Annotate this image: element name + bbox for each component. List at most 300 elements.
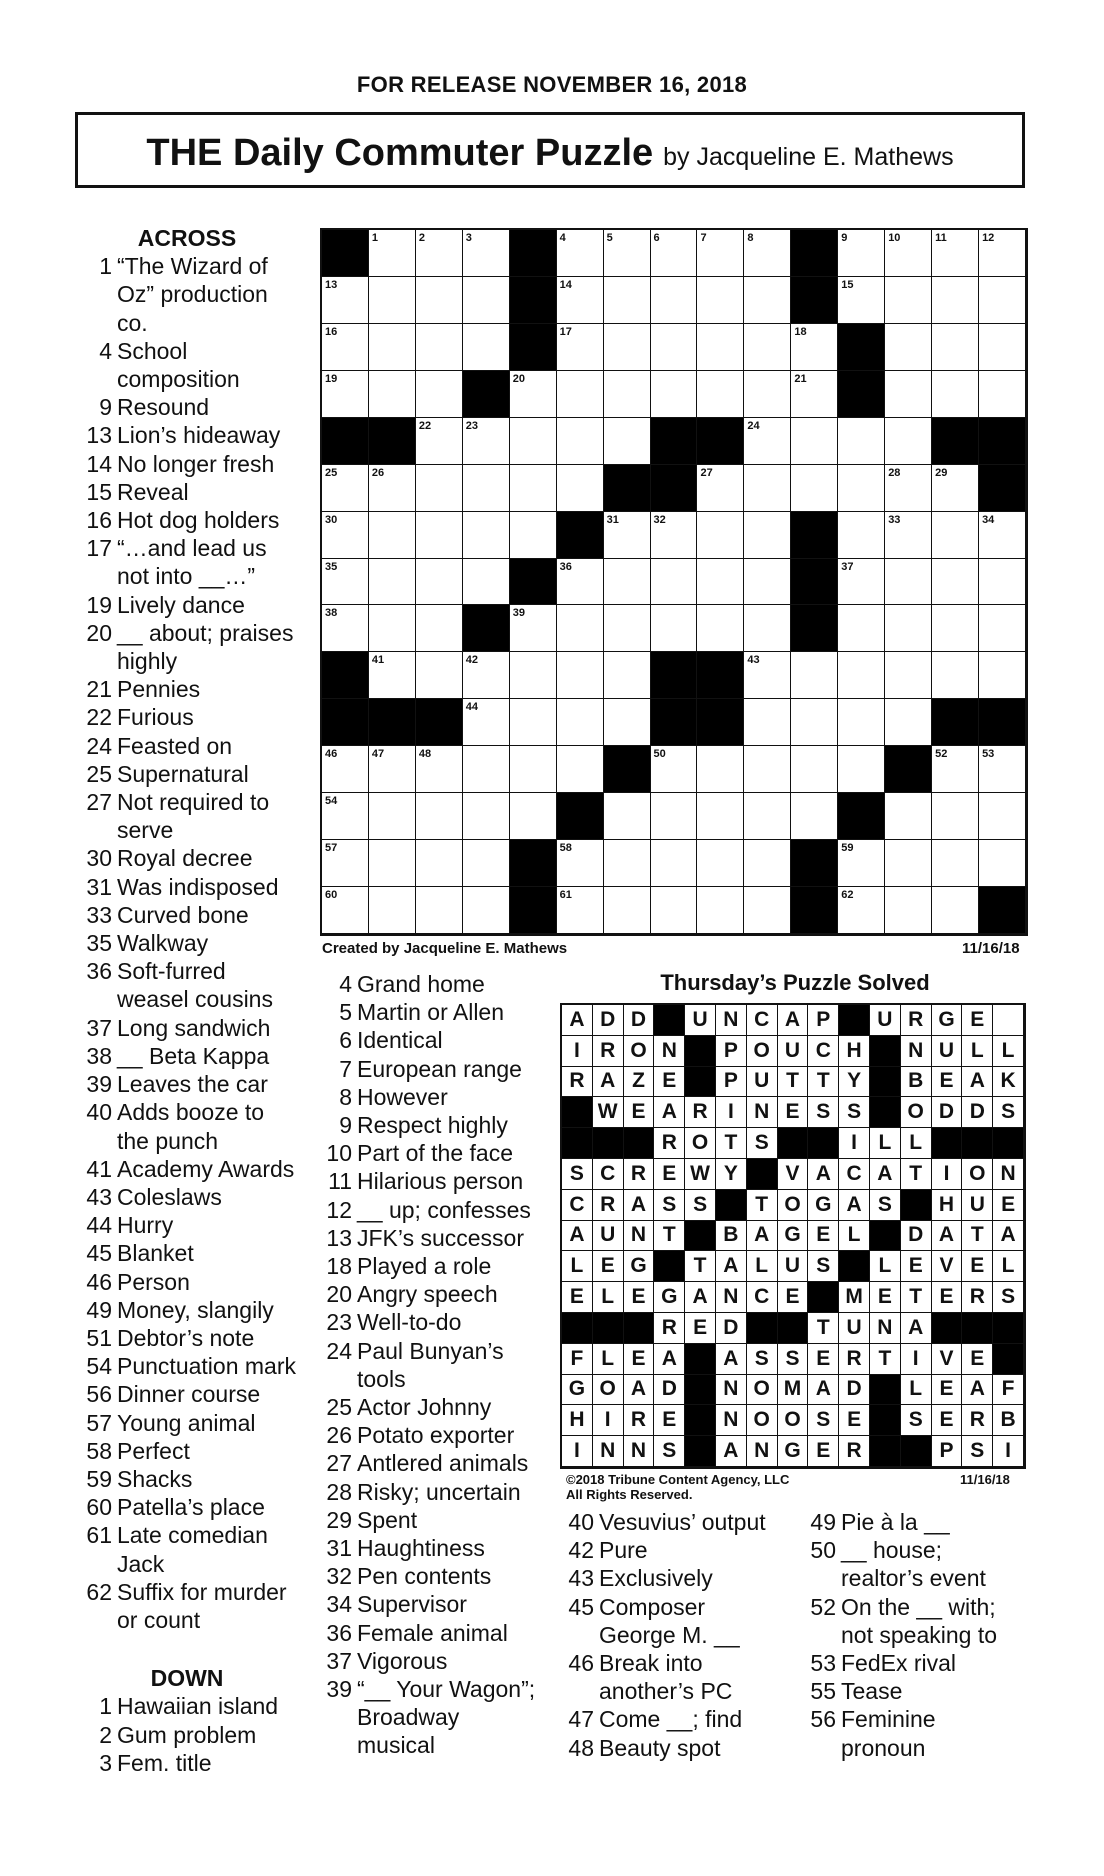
grid-cell[interactable]: [697, 324, 744, 371]
clue-line: composition: [117, 366, 240, 393]
clue-line: Identical: [357, 1027, 443, 1054]
grid-cell[interactable]: [744, 652, 791, 699]
grid-cell[interactable]: [791, 324, 838, 371]
grid-cell[interactable]: [744, 887, 791, 934]
grid-cell[interactable]: [838, 605, 885, 652]
solution-cell: V: [932, 1344, 963, 1375]
grid-cell[interactable]: [604, 371, 651, 418]
grid-cell[interactable]: [932, 793, 979, 840]
grid-cell[interactable]: [932, 746, 979, 793]
solution-cell: U: [932, 1036, 963, 1067]
clue-number: 30: [86, 845, 112, 872]
clue-line: Academy Awards: [117, 1155, 295, 1182]
cell-number: 27: [700, 466, 713, 479]
grid-cell[interactable]: [651, 230, 698, 277]
grid-cell[interactable]: [697, 793, 744, 840]
clue-number: 37: [326, 1647, 352, 1674]
grid-cell[interactable]: [604, 418, 651, 465]
grid-cell[interactable]: [557, 418, 604, 465]
grid-cell[interactable]: [885, 277, 932, 324]
grid-cell[interactable]: [744, 324, 791, 371]
grid-cell[interactable]: [369, 746, 416, 793]
clue-text: [117, 957, 302, 1013]
clue: [800, 1508, 1030, 1536]
grid-cell[interactable]: [744, 230, 791, 277]
grid-cell[interactable]: [322, 371, 369, 418]
clue: [72, 760, 302, 788]
black-square: [463, 605, 510, 652]
grid-cell[interactable]: [744, 699, 791, 746]
solution-cell: A: [808, 1375, 839, 1406]
grid-cell[interactable]: [416, 840, 463, 887]
clue: [72, 252, 302, 337]
black-square: [624, 1128, 655, 1159]
clue-text: [841, 1649, 1030, 1677]
grid-cell[interactable]: [979, 652, 1026, 699]
grid-cell[interactable]: [651, 605, 698, 652]
grid-cell[interactable]: [463, 652, 510, 699]
grid-cell[interactable]: [791, 465, 838, 512]
solution-cell: A: [870, 1159, 901, 1190]
grid-cell[interactable]: [510, 371, 557, 418]
solution-cell: W: [593, 1097, 624, 1128]
grid-cell[interactable]: [463, 887, 510, 934]
grid-cell[interactable]: [416, 512, 463, 559]
solution-cell: A: [932, 1221, 963, 1252]
clue-number: 57: [86, 1409, 112, 1436]
grid-cell[interactable]: [463, 512, 510, 559]
clue: [316, 1337, 546, 1393]
grid-cell[interactable]: [510, 512, 557, 559]
grid-cell[interactable]: [557, 652, 604, 699]
clue-line: Young animal: [117, 1409, 256, 1436]
clue: [316, 1534, 546, 1562]
clue-line: Lively dance: [117, 591, 245, 618]
grid-cell[interactable]: [463, 559, 510, 606]
grid-cell[interactable]: [744, 465, 791, 512]
grid-cell[interactable]: [932, 559, 979, 606]
grid-cell[interactable]: [838, 230, 885, 277]
solution-cell: B: [901, 1067, 932, 1098]
grid-cell[interactable]: [744, 512, 791, 559]
grid-cell[interactable]: [604, 559, 651, 606]
grid-cell[interactable]: [416, 230, 463, 277]
clue-number: 34: [326, 1591, 352, 1618]
clue-line: Part of the face: [357, 1140, 513, 1167]
grid-cell[interactable]: [557, 371, 604, 418]
clue-text: [117, 1380, 302, 1408]
solution-cell: T: [808, 1067, 839, 1098]
grid-cell[interactable]: [416, 371, 463, 418]
black-square: [747, 1313, 778, 1344]
copyright-line: All Rights Reserved.: [566, 1487, 693, 1502]
grid-cell[interactable]: [744, 277, 791, 324]
grid-cell[interactable]: [604, 230, 651, 277]
grid-cell[interactable]: [697, 230, 744, 277]
clue-line: Furious: [117, 704, 194, 731]
grid-cell[interactable]: [557, 277, 604, 324]
grid-cell[interactable]: [932, 605, 979, 652]
grid-cell[interactable]: [463, 699, 510, 746]
clue-line: pronoun: [841, 1734, 926, 1761]
solution-cell: E: [808, 1221, 839, 1252]
grid-cell[interactable]: [651, 324, 698, 371]
across-list: [72, 252, 302, 1634]
grid-cell[interactable]: [322, 277, 369, 324]
grid-cell[interactable]: [463, 324, 510, 371]
grid-cell[interactable]: [885, 887, 932, 934]
black-square: [685, 1375, 716, 1406]
cell-number: 58: [559, 842, 572, 855]
grid-cell[interactable]: [557, 699, 604, 746]
grid-cell[interactable]: [979, 324, 1026, 371]
clue-line: Respect highly: [357, 1112, 508, 1139]
black-square: [697, 418, 744, 465]
solution-cell: T: [654, 1221, 685, 1252]
grid-cell[interactable]: [744, 371, 791, 418]
solution-cell: O: [747, 1036, 778, 1067]
grid-cell[interactable]: [838, 559, 885, 606]
grid-cell[interactable]: [557, 230, 604, 277]
solution-cell: N: [747, 1097, 778, 1128]
solution-cell: S: [993, 1097, 1024, 1128]
grid-cell[interactable]: [885, 512, 932, 559]
grid-cell[interactable]: [557, 840, 604, 887]
black-square: [557, 512, 604, 559]
grid-cell[interactable]: [838, 512, 885, 559]
grid-cell[interactable]: [416, 605, 463, 652]
grid-cell[interactable]: [885, 605, 932, 652]
grid-cell[interactable]: [604, 512, 651, 559]
grid-cell[interactable]: [651, 840, 698, 887]
grid-cell[interactable]: [651, 746, 698, 793]
grid-cell[interactable]: [510, 793, 557, 840]
grid-cell[interactable]: [838, 465, 885, 512]
cell-number: 22: [418, 419, 432, 432]
grid-cell[interactable]: [744, 418, 791, 465]
grid-cell[interactable]: [369, 605, 416, 652]
grid-cell[interactable]: [744, 605, 791, 652]
clue-line: Composer: [599, 1593, 706, 1620]
crossword-grid[interactable]: [320, 228, 1028, 936]
grid-cell[interactable]: [838, 652, 885, 699]
clue-line: No longer fresh: [117, 450, 275, 477]
grid-cell[interactable]: [369, 371, 416, 418]
cell-number: 38: [325, 607, 338, 620]
grid-cell[interactable]: [932, 652, 979, 699]
clue-number: 24: [86, 732, 112, 759]
grid-cell[interactable]: [979, 793, 1026, 840]
clue-line: Spent: [357, 1506, 418, 1533]
grid-cell[interactable]: [744, 559, 791, 606]
clue-text: [599, 1734, 788, 1762]
grid-cell[interactable]: [932, 371, 979, 418]
clue-number: 31: [86, 873, 112, 900]
grid-cell[interactable]: [838, 418, 885, 465]
clue-text: [117, 1749, 302, 1777]
clue: [72, 929, 302, 957]
grid-cell[interactable]: [791, 793, 838, 840]
grid-cell[interactable]: [791, 699, 838, 746]
clue: [72, 1239, 302, 1267]
grid-cell[interactable]: [932, 277, 979, 324]
grid-cell[interactable]: [369, 887, 416, 934]
grid-cell[interactable]: [885, 230, 932, 277]
grid-cell[interactable]: [557, 605, 604, 652]
grid-cell[interactable]: [322, 324, 369, 371]
grid-cell[interactable]: [557, 746, 604, 793]
grid-cell[interactable]: [416, 277, 463, 324]
grid-cell[interactable]: [463, 277, 510, 324]
black-square: [322, 230, 369, 277]
clue-number: 47: [568, 1706, 594, 1733]
grid-cell[interactable]: [557, 559, 604, 606]
grid-cell[interactable]: [838, 746, 885, 793]
clue: [316, 1647, 546, 1675]
black-square: [322, 652, 369, 699]
solution-cell: P: [808, 1005, 839, 1036]
clue-text: [117, 1070, 302, 1098]
solution-cell: S: [901, 1405, 932, 1436]
clue-text: [357, 1675, 546, 1760]
solution-cell: R: [654, 1313, 685, 1344]
clue-text: [117, 1521, 302, 1577]
grid-cell[interactable]: [463, 230, 510, 277]
grid-cell[interactable]: [322, 793, 369, 840]
grid-cell[interactable]: [463, 840, 510, 887]
grid-cell[interactable]: [369, 465, 416, 512]
grid-cell[interactable]: [463, 465, 510, 512]
grid-cell[interactable]: [979, 512, 1026, 559]
grid-cell[interactable]: [322, 512, 369, 559]
black-square: [979, 418, 1026, 465]
clue-line: Fem. title: [117, 1749, 212, 1776]
grid-cell[interactable]: [885, 418, 932, 465]
grid-cell[interactable]: [697, 746, 744, 793]
clue-text: [357, 1619, 546, 1647]
solution-cell: G: [624, 1251, 655, 1282]
grid-cell[interactable]: [369, 840, 416, 887]
grid-cell[interactable]: [510, 652, 557, 699]
clue-line: co.: [117, 309, 148, 336]
solution-cell: C: [562, 1190, 593, 1221]
grid-cell[interactable]: [697, 371, 744, 418]
clue-text: [117, 1155, 302, 1183]
grid-cell[interactable]: [697, 840, 744, 887]
grid-cell[interactable]: [416, 652, 463, 699]
black-square: [932, 699, 979, 746]
clue: [800, 1536, 1030, 1592]
solution-cell: R: [839, 1344, 870, 1375]
grid-cell[interactable]: [885, 559, 932, 606]
grid-cell[interactable]: [651, 277, 698, 324]
grid-cell[interactable]: [651, 793, 698, 840]
grid-cell[interactable]: [932, 512, 979, 559]
clue-number: 20: [86, 619, 112, 646]
grid-cell[interactable]: [979, 605, 1026, 652]
grid-cell[interactable]: [979, 230, 1026, 277]
grid-cell[interactable]: [651, 559, 698, 606]
grid-cell[interactable]: [322, 746, 369, 793]
clue-line: Long sandwich: [117, 1014, 271, 1041]
grid-cell[interactable]: [744, 746, 791, 793]
grid-cell[interactable]: [979, 559, 1026, 606]
clue-number: 14: [86, 450, 112, 477]
grid-cell[interactable]: [885, 652, 932, 699]
black-square: [416, 699, 463, 746]
grid-cell[interactable]: [651, 512, 698, 559]
clue-number: 31: [326, 1535, 352, 1562]
clue: [316, 1506, 546, 1534]
grid-cell[interactable]: [932, 840, 979, 887]
grid-cell[interactable]: [604, 605, 651, 652]
clue-text: [599, 1508, 788, 1536]
grid-cell[interactable]: [604, 277, 651, 324]
clue-number: 24: [326, 1337, 352, 1364]
grid-cell[interactable]: [604, 324, 651, 371]
clue-text: [117, 1692, 302, 1720]
solution-cell: N: [593, 1436, 624, 1467]
grid-cell[interactable]: [697, 559, 744, 606]
grid-cell[interactable]: [322, 465, 369, 512]
grid-cell[interactable]: [557, 887, 604, 934]
cell-number: 34: [982, 513, 995, 526]
grid-cell[interactable]: [604, 699, 651, 746]
grid-cell[interactable]: [322, 605, 369, 652]
grid-cell[interactable]: [979, 371, 1026, 418]
grid-cell[interactable]: [416, 465, 463, 512]
grid-cell[interactable]: [791, 418, 838, 465]
grid-cell[interactable]: [557, 465, 604, 512]
grid-cell[interactable]: [697, 277, 744, 324]
down-heading: DOWN: [150, 1665, 224, 1692]
grid-cell[interactable]: [932, 324, 979, 371]
clue-text: [117, 1296, 302, 1324]
grid-cell[interactable]: [604, 652, 651, 699]
grid-cell[interactable]: [791, 371, 838, 418]
grid-cell[interactable]: [838, 699, 885, 746]
grid-cell[interactable]: [885, 840, 932, 887]
grid-cell[interactable]: [322, 559, 369, 606]
grid-cell[interactable]: [604, 887, 651, 934]
grid-cell[interactable]: [885, 793, 932, 840]
grid-cell[interactable]: [697, 465, 744, 512]
grid-cell[interactable]: [510, 746, 557, 793]
grid-cell[interactable]: [932, 465, 979, 512]
grid-cell[interactable]: [838, 840, 885, 887]
grid-cell[interactable]: [416, 418, 463, 465]
clue-line: School: [117, 337, 188, 364]
grid-cell[interactable]: [744, 793, 791, 840]
clue: [316, 998, 546, 1026]
grid-cell[interactable]: [369, 793, 416, 840]
grid-cell[interactable]: [697, 887, 744, 934]
cell-number: 59: [841, 842, 854, 855]
grid-cell[interactable]: [744, 840, 791, 887]
grid-cell[interactable]: [416, 746, 463, 793]
grid-cell[interactable]: [979, 746, 1026, 793]
grid-cell[interactable]: [885, 324, 932, 371]
grid-cell[interactable]: [369, 559, 416, 606]
grid-cell[interactable]: [369, 512, 416, 559]
black-square: [993, 1344, 1024, 1375]
grid-cell[interactable]: [463, 418, 510, 465]
clue-text: [357, 1139, 546, 1167]
grid-cell[interactable]: [557, 324, 604, 371]
grid-cell[interactable]: [979, 840, 1026, 887]
clue-text: [117, 1493, 302, 1521]
grid-cell[interactable]: [369, 277, 416, 324]
grid-cell[interactable]: [885, 465, 932, 512]
clue: [316, 1083, 546, 1111]
clue: [72, 421, 302, 449]
clue-line: Vigorous: [357, 1647, 448, 1674]
down-clues-3: [558, 1508, 788, 1762]
solution-cell: I: [716, 1097, 747, 1128]
solution-cell: O: [624, 1036, 655, 1067]
clue: [72, 506, 302, 534]
solution-cell: L: [870, 1251, 901, 1282]
grid-cell[interactable]: [697, 512, 744, 559]
black-square: [557, 793, 604, 840]
grid-cell[interactable]: [838, 277, 885, 324]
cell-number: 4: [559, 232, 566, 244]
grid-cell[interactable]: [463, 746, 510, 793]
grid-cell[interactable]: [932, 887, 979, 934]
grid-cell[interactable]: [463, 793, 510, 840]
grid-cell[interactable]: [651, 371, 698, 418]
grid-cell[interactable]: [322, 887, 369, 934]
grid-cell[interactable]: [651, 887, 698, 934]
clue-text: [841, 1508, 1030, 1536]
cell-number: 41: [371, 654, 385, 667]
grid-cell[interactable]: [885, 699, 932, 746]
grid-cell[interactable]: [510, 465, 557, 512]
grid-cell[interactable]: [510, 605, 557, 652]
grid-cell[interactable]: [885, 371, 932, 418]
solution-cell: R: [624, 1159, 655, 1190]
grid-cell[interactable]: [838, 887, 885, 934]
solution-cell: O: [778, 1190, 809, 1221]
grid-cell[interactable]: [604, 840, 651, 887]
grid-cell[interactable]: [369, 652, 416, 699]
solution-cell: S: [962, 1436, 993, 1467]
clue-line: Coleslaws: [117, 1183, 222, 1210]
solution-cell: Z: [624, 1067, 655, 1098]
solution-cell: P: [716, 1067, 747, 1098]
grid-cell[interactable]: [510, 418, 557, 465]
grid-cell[interactable]: [416, 324, 463, 371]
grid-cell[interactable]: [932, 230, 979, 277]
grid-cell[interactable]: [791, 652, 838, 699]
grid-cell[interactable]: [604, 793, 651, 840]
grid-cell[interactable]: [416, 793, 463, 840]
clue-number: 51: [86, 1324, 112, 1351]
grid-cell[interactable]: [697, 605, 744, 652]
solution-cell: A: [747, 1221, 778, 1252]
grid-cell[interactable]: [369, 230, 416, 277]
grid-cell[interactable]: [791, 746, 838, 793]
grid-date: 11/16/18: [962, 940, 1020, 957]
grid-cell[interactable]: [979, 277, 1026, 324]
solution-cell: Y: [839, 1067, 870, 1098]
grid-cell[interactable]: [510, 699, 557, 746]
grid-cell[interactable]: [322, 840, 369, 887]
grid-cell[interactable]: [416, 559, 463, 606]
grid-cell[interactable]: [416, 887, 463, 934]
grid-cell[interactable]: [369, 324, 416, 371]
solution-cell: A: [993, 1221, 1024, 1252]
